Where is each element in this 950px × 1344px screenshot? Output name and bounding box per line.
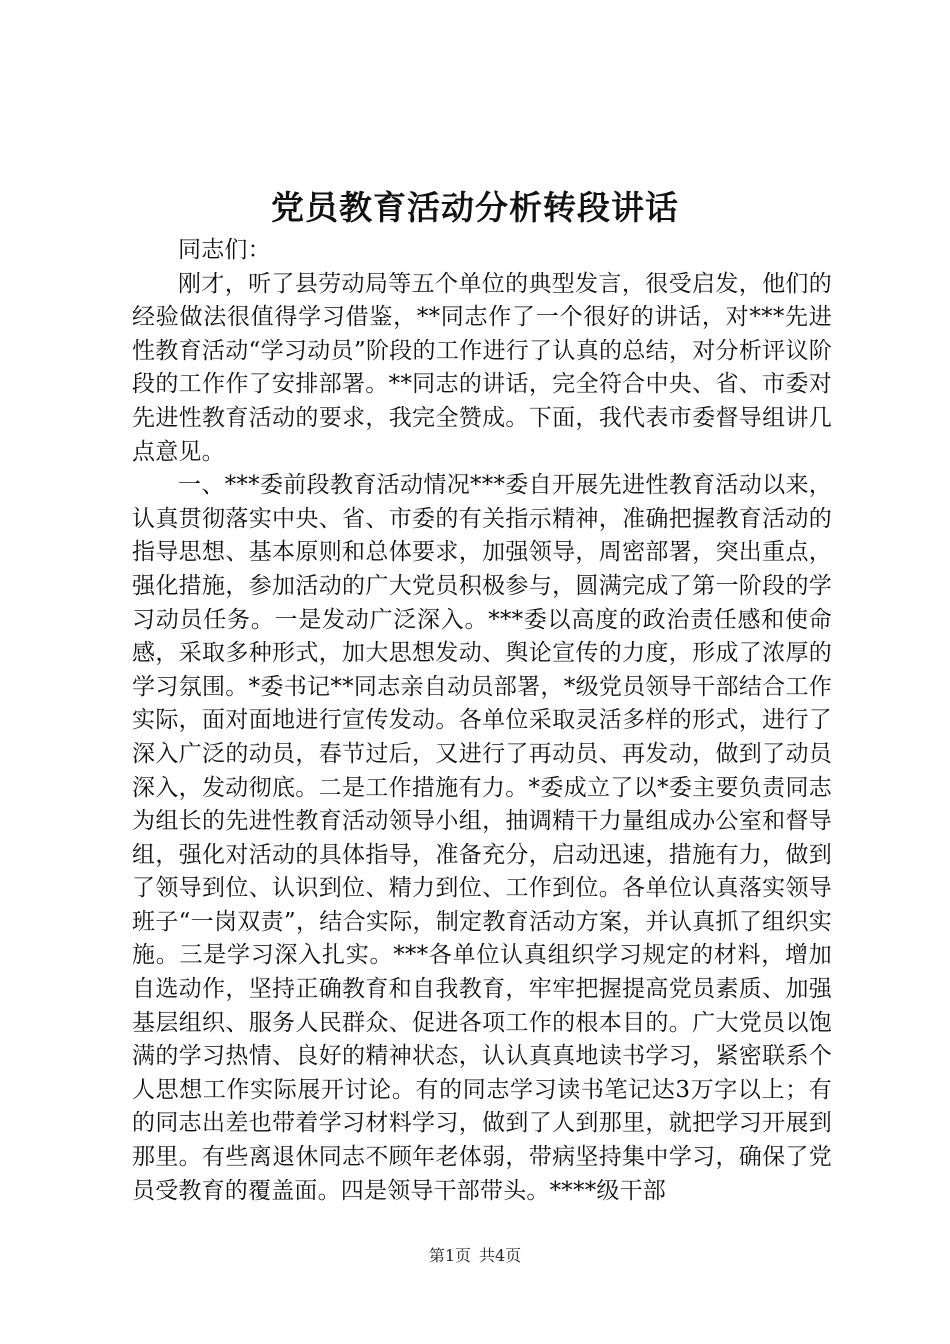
page-total: 共4页 xyxy=(479,1246,522,1265)
page-footer xyxy=(0,1244,950,1268)
page-number: 第1页 xyxy=(428,1246,471,1265)
section-one-paragraph: 一、***委前段教育活动情况***委自开展先进性教育活动以来，认真贯彻落实中央、省、市委的有关指示精神，准确把握教育活动的指导思想、基本原则和总体要求，加强领导，周密部署，突出重点，强化措施，参加活动的广大党员积极参与，圆满完成了第一阶段的学习动员任务。一是发动广泛深入。***委以高度的政治责任感和使命感，采取多种形式，加大思想发动、舆论宣传的力度，形成了浓厚的学习氛围。*委书记**同志亲自动员部署，*级党员领导干部结合工作实际，面对面地进行宣传发动。各单位采取灵活多样的形式，进行了深入广泛的动员，春节过后，又进行了再动员、再发动，做到了动员深入，发动彻底。二是工作措施有力。*委成立了以*委主要负责同志为组长的先进性教育活动领导小组，抽调精干力量组成办公室和督导组，强化对活动的具体指导，准备充分，启动迅速，措施有力，做到了领导到位、认识到位、精力到位、工作到位。各单位认真落实领导班子“一岗双责”，结合实际，制定教育活动方案，并认真抓了组织实施。三是学习深入扎实。***各单位认真组织学习规定的材料，增加自选动作，坚持正确教育和自我教育，牢牢把握提高党员素质、加强基层组织、服务人民群众、促进各项工作的根本目的。广大党员以饱满的学习热情、良好的精神状态，认认真真地读书学习，紧密联系个人思想工作实际展开讨论。有的同志学习读书笔记达3万字以上；有的同志出差也带着学习材料学习，做到了人到那里，就把学习开展到那里。有些离退休同志不顾年老体弱，带病坚持集中学习，确保了党员受教育的覆盖面。四是领导干部带头。****级干部 xyxy=(132,472,832,1204)
salutation-paragraph: 同志们： xyxy=(178,237,271,263)
document-body xyxy=(132,234,832,1208)
document-title: 党员教育活动分析转段讲话 xyxy=(271,188,679,227)
opening-paragraph: 刚才，听了县劳动局等五个单位的典型发言，很受启发，他们的经验做法很值得学习借鉴，**同志作了一个很好的讲话，对***先进性教育活动“学习动员”阶段的工作进行了认真的总结，对分析评议阶段的工作作了安排部署。**同志的讲话，完全符合中央、省、市委对先进性教育活动的要求，我完全赞成。下面，我代表市委督导组讲几点意见。 xyxy=(132,270,832,465)
